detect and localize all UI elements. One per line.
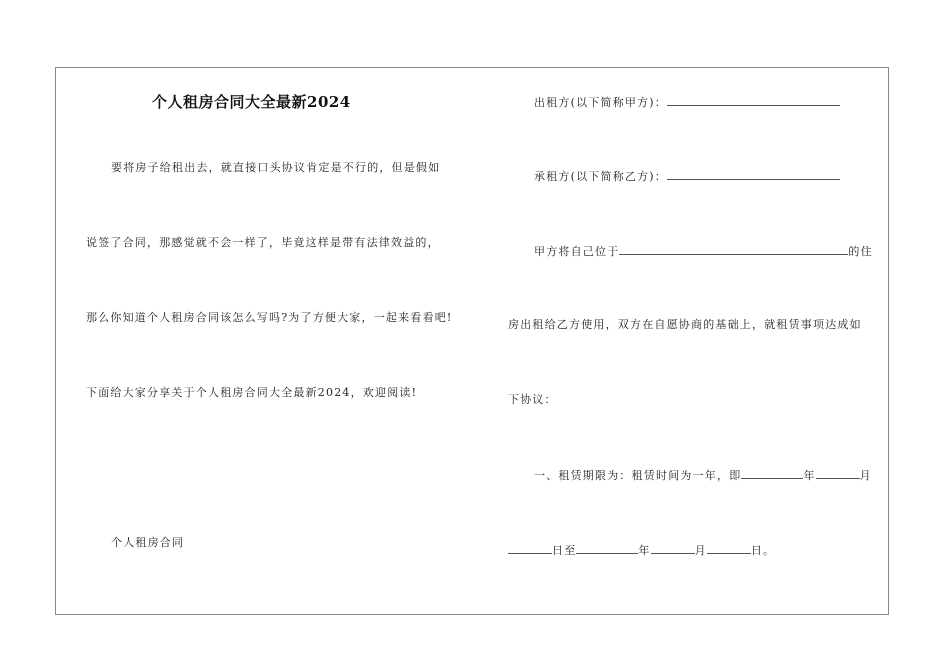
day-end-label: 日。	[750, 544, 776, 557]
intro-line-2: 说签了合同，那感觉就不会一样了，毕竟这样是带有法律效益的，	[86, 236, 440, 249]
page-frame	[55, 67, 889, 615]
para1-line2: 房出租给乙方使用，双方在自愿协商的基础上，就租赁事项达成如	[508, 318, 862, 331]
document-title: 个人租房合同大全最新2024	[152, 93, 351, 111]
intro-line-4: 下面给大家分享关于个人租房合同大全最新2024，欢迎阅读!	[86, 386, 418, 399]
intro-line-1: 要将房子给租出去，就直接口头协议肯定是不行的，但是假如	[111, 161, 441, 174]
para1-line1	[534, 243, 873, 259]
lessor-blank	[667, 94, 840, 106]
clause1-text: 一、租赁期限为：租赁时间为一年，即	[534, 469, 742, 482]
para1-text-b: 的住	[848, 245, 873, 258]
end-year-blank	[576, 542, 638, 554]
para1-text-a: 甲方将自己位于	[534, 245, 620, 258]
lessor-label: 出租方(以下简称甲方)：	[534, 96, 667, 109]
lessor-line	[534, 94, 840, 110]
month-label: 月	[859, 469, 872, 482]
clause1-line1	[534, 467, 872, 483]
lessee-line	[534, 168, 840, 184]
end-year-label: 年	[638, 544, 651, 557]
start-year-blank	[741, 467, 803, 479]
end-day-blank	[707, 542, 751, 554]
start-day-blank	[508, 542, 552, 554]
lessee-label: 承租方(以下简称乙方)：	[534, 170, 667, 183]
clause1-line2	[508, 542, 775, 558]
start-month-blank	[816, 467, 860, 479]
para1-line3: 下协议：	[508, 393, 557, 406]
lessee-blank	[667, 168, 840, 180]
section-heading: 个人租房合同	[111, 536, 185, 549]
end-month-blank	[651, 542, 695, 554]
intro-line-3: 那么你知道个人租房合同该怎么写吗?为了方便大家，一起来看看吧!	[86, 311, 453, 324]
address-blank	[619, 243, 848, 255]
day-to-label: 日至	[552, 544, 577, 557]
year-label: 年	[803, 469, 816, 482]
end-month-label: 月	[694, 544, 707, 557]
